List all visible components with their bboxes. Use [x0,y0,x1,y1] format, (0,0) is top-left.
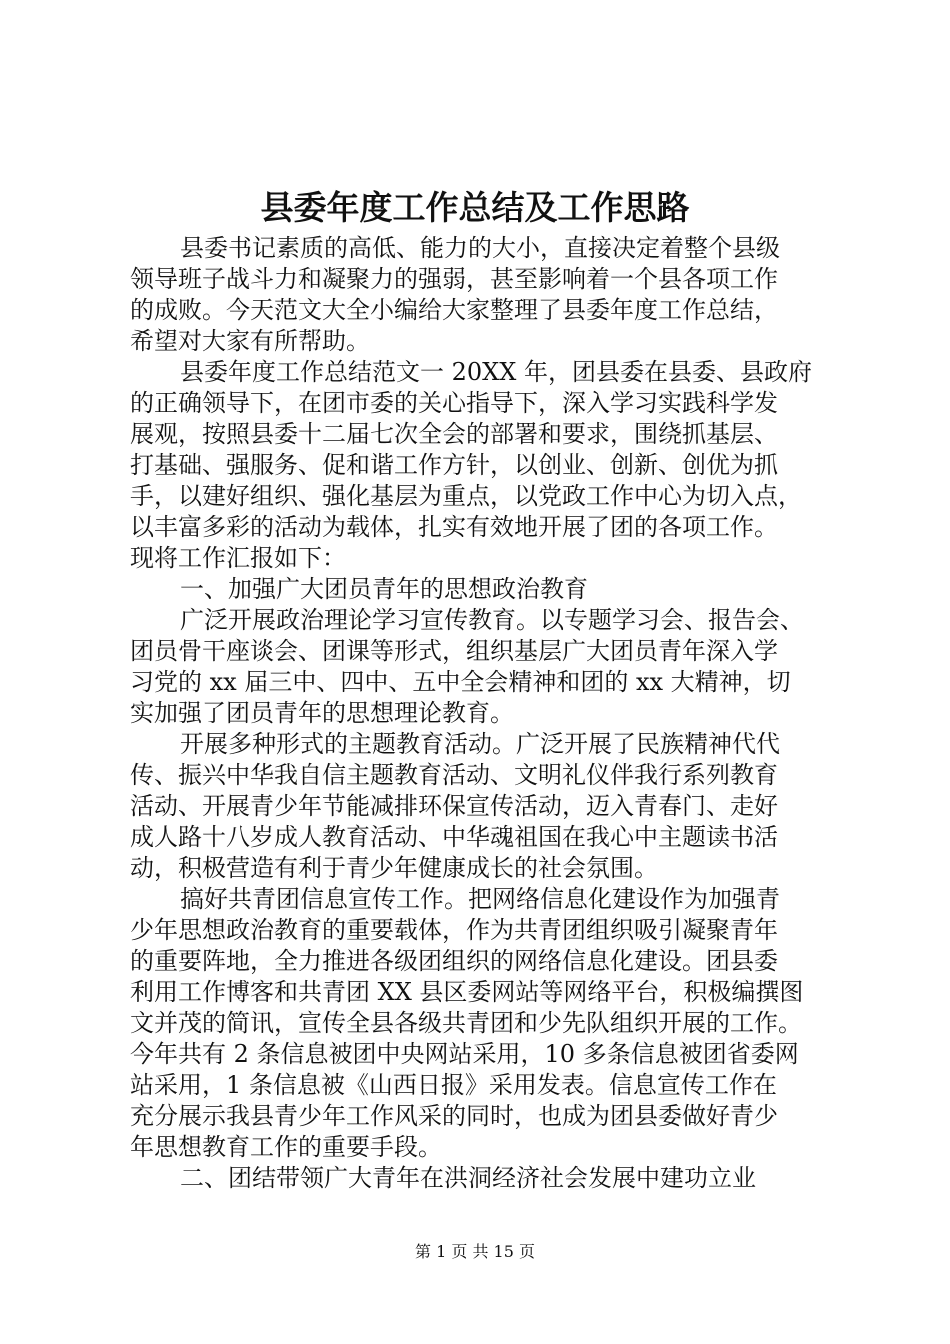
text-line: 成人路十八岁成人教育活动、中华魂祖国在我心中主题读书活 [130,823,778,851]
text-line: 站采用，1 条信息被《山西日报》采用发表。信息宣传工作在 [130,1071,777,1099]
text-line: 活动、开展青少年节能减排环保宣传活动，迈入青春门、走好 [130,792,778,820]
text-line: 利用工作博客和共青团 XX 县区委网站等网络平台，积极编撰图 [130,978,804,1006]
text-line: 领导班子战斗力和凝聚力的强弱，甚至影响着一个县各项工作 [130,265,778,293]
text-line: 年思想教育工作的重要手段。 [130,1133,442,1161]
text-line: 打基础、强服务、促和谐工作方针，以创业、创新、创优为抓 [130,451,778,479]
text-line: 开展多种形式的主题教育活动。广泛开展了民族精神代代 [180,730,780,758]
document-body [130,233,826,1194]
section-heading: 一、加强广大团员青年的思想政治教育 [180,575,588,603]
text-line: 的重要阵地，全力推进各级团组织的网络信息化建设。团县委 [130,947,778,975]
text-line: 实加强了团员青年的思想理论教育。 [130,699,514,727]
text-line: 广泛开展政治理论学习宣传教育。以专题学习会、报告会、 [180,606,804,634]
page-number-footer: 第 1 页 共 15 页 [415,1242,535,1261]
document-title: 县委年度工作总结及工作思路 [260,188,690,227]
text-line: 展观，按照县委十二届七次全会的部署和要求，围绕抓基层、 [130,420,778,448]
text-line: 团员骨干座谈会、团课等形式，组织基层广大团员青年深入学 [130,637,778,665]
text-line: 动，积极营造有利于青少年健康成长的社会氛围。 [130,854,658,882]
text-line: 手，以建好组织、强化基层为重点，以党政工作中心为切入点， [130,482,802,510]
text-line: 传、振兴中华我自信主题教育活动、文明礼仪伴我行系列教育 [130,761,778,789]
text-line: 习党的 xx 届三中、四中、五中全会精神和团的 xx 大精神，切 [130,668,791,696]
text-line: 县委年度工作总结范文一 20XX 年，团县委在县委、县政府 [180,358,812,386]
text-line: 文并茂的简讯，宣传全县各级共青团和少先队组织开展的工作。 [130,1009,802,1037]
text-line: 以丰富多彩的活动为载体，扎实有效地开展了团的各项工作。 [130,513,778,541]
text-line: 县委书记素质的高低、能力的大小，直接决定着整个县级 [180,234,780,262]
text-line: 的成败。今天范文大全小编给大家整理了县委年度工作总结， [130,296,778,324]
text-line: 现将工作汇报如下： [130,544,346,572]
text-line: 少年思想政治教育的重要载体，作为共青团组织吸引凝聚青年 [130,916,778,944]
text-line: 希望对大家有所帮助。 [130,327,370,355]
text-line: 今年共有 2 条信息被团中央网站采用，10 多条信息被团省委网 [130,1040,799,1068]
text-line: 搞好共青团信息宣传工作。把网络信息化建设作为加强青 [180,885,780,913]
text-line: 充分展示我县青少年工作风采的同时，也成为团县委做好青少 [130,1102,778,1130]
text-line: 的正确领导下，在团市委的关心指导下，深入学习实践科学发 [130,389,778,417]
section-heading: 二、团结带领广大青年在洪洞经济社会发展中建功立业 [180,1164,756,1192]
